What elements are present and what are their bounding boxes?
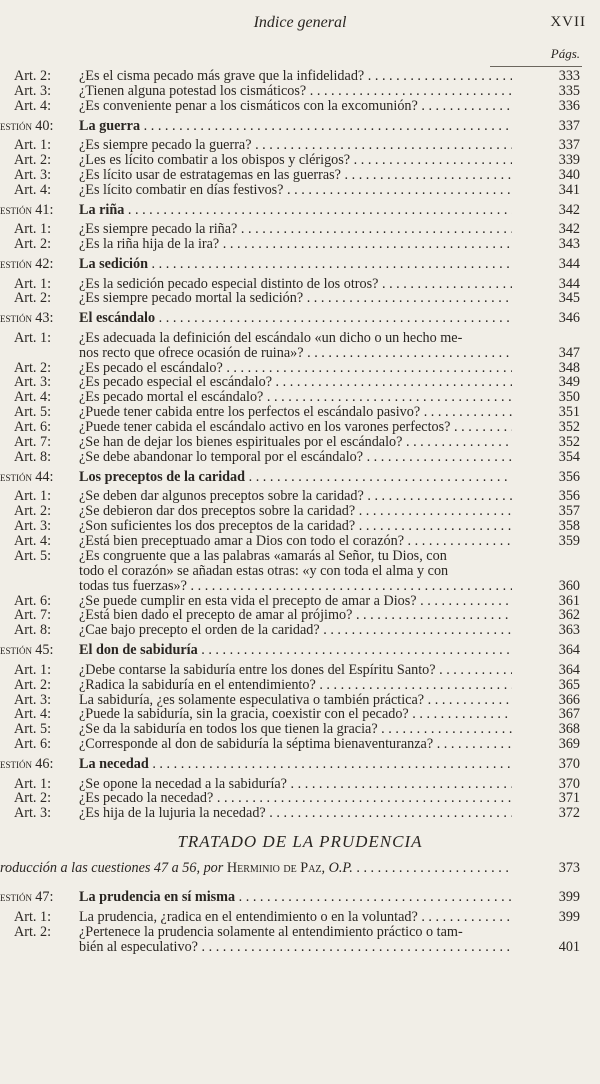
article-label: Art. 3:: [14, 518, 52, 535]
article-row: [0, 83, 600, 98]
article-label: Art. 5:: [14, 547, 52, 564]
article-label: Art. 2:: [14, 503, 52, 520]
article-text: ¿Es siempre pecado mortal la sedición? . . .: [79, 290, 512, 307]
page-ref: 356: [558, 488, 580, 505]
question-title: La necedad . . .: [79, 756, 512, 773]
article-row: [0, 593, 600, 608]
article-row: [0, 736, 600, 751]
article-row: [0, 518, 600, 533]
article-text: todo el corazón» se añadan estas otras: «y con toda el alma y con: [79, 562, 449, 579]
article-label: Art. 4:: [14, 706, 52, 723]
article-label: Art. 6:: [14, 592, 52, 609]
article-text: ¿Debe contarse la sabiduría entre los dones del Espíritu Santo? . . .: [79, 662, 512, 679]
article-text: bién al especulativo? . . .: [79, 939, 512, 956]
article-label: Art. 3:: [14, 374, 52, 391]
article-row: [0, 68, 600, 83]
article-text: ¿Se deben dar algunos preceptos sobre la caridad? . . .: [79, 488, 512, 505]
article-label: Art. 2:: [14, 923, 52, 940]
question-row: [0, 305, 600, 330]
article-row: [0, 374, 600, 389]
question-number: 41:: [35, 201, 54, 218]
running-title: Indice general: [253, 14, 347, 31]
article-row: [0, 360, 600, 375]
article-label: Art. 6:: [14, 736, 52, 753]
article-row: [0, 236, 600, 251]
article-text: ¿Puede tener cabida entre los perfectos el escándalo pasivo? . . .: [79, 404, 512, 421]
page-ref: 354: [558, 448, 580, 465]
article-label: Art. 4:: [14, 97, 52, 114]
article-text: ¿Les es lícito combatir a los obispos y clérigos? . . .: [79, 152, 512, 169]
page-ref: 352: [558, 419, 580, 436]
question-title: La guerra . . .: [79, 118, 512, 135]
page-ref: 357: [558, 503, 580, 520]
article-text: ¿Es congruente que a las palabras «amarás al Señor, tu Dios, con: [79, 547, 447, 564]
question-title: La prudencia en sí misma . . .: [79, 889, 512, 906]
page-ref: 335: [558, 82, 580, 99]
page-ref: 350: [558, 389, 580, 406]
article-label: Art. 1:: [14, 329, 52, 346]
question-number: 47:: [35, 889, 54, 906]
question-label: estión 40:: [0, 117, 54, 134]
article-text: ¿Es conveniente penar a los cismáticos con la excomunión? . . .: [79, 98, 512, 115]
article-text: ¿Se opone la necedad a la sabiduría? . . .: [79, 776, 512, 793]
article-row: [0, 790, 600, 805]
article-row: [0, 152, 600, 167]
treatise-title: TRATADO DE LA PRUDENCIA: [177, 832, 423, 852]
article-row: [0, 706, 600, 721]
page-ref: 360: [558, 577, 580, 594]
article-row: [0, 805, 600, 820]
question-title: El escándalo . . .: [79, 310, 512, 327]
page-ref: 373: [558, 860, 580, 877]
article-text: ¿Es el cisma pecado más grave que la infidelidad? . . .: [79, 68, 512, 85]
page-ref: 370: [558, 775, 580, 792]
article-row: [0, 419, 600, 434]
article-label: Art. 2:: [14, 676, 52, 693]
article-text: nos recto que ofrece ocasión de ruina»? . . .: [79, 345, 512, 362]
page-ref: 365: [558, 676, 580, 693]
page-ref: 362: [558, 607, 580, 624]
article-text: ¿Puede la sabiduría, sin la gracia, coexistir con el pecado? . . .: [79, 706, 512, 723]
article-label: Art. 2:: [14, 68, 52, 84]
article-text: ¿Radica la sabiduría en el entendimiento? . . .: [79, 677, 512, 694]
page-ref: 339: [558, 152, 580, 169]
article-text: ¿Es pecado mortal el escándalo? . . .: [79, 389, 512, 406]
article-text: ¿Es siempre pecado la riña? . . .: [79, 221, 512, 238]
article-row: [0, 449, 600, 464]
article-label: Art. 1:: [14, 661, 52, 678]
page-ref: 358: [558, 518, 580, 535]
question-row: [0, 464, 600, 489]
question-title: Los preceptos de la caridad . . .: [79, 469, 512, 486]
article-text: ¿Se da la sabiduría en todos los que tienen la gracia? . . .: [79, 721, 512, 738]
article-label: Art. 1:: [14, 137, 52, 154]
article-row: [0, 137, 600, 152]
page-ref: 363: [558, 622, 580, 639]
article-label: Art. 5:: [14, 404, 52, 421]
article-label: Art. 2:: [14, 236, 52, 253]
article-text: ¿Es lícito usar de estratagemas en las guerras? . . .: [79, 167, 512, 184]
page-ref: 349: [558, 374, 580, 391]
article-text: ¿Se han de dejar los bienes espirituales por el escándalo? . . .: [79, 434, 512, 451]
page-ref: 344: [558, 256, 580, 273]
article-label: Art. 7:: [14, 607, 52, 624]
article-text: ¿Está bien dado el precepto de amar al prójimo? . . .: [79, 607, 512, 624]
article-label: Art. 6:: [14, 419, 52, 436]
page-ref: 371: [558, 790, 580, 807]
article-text: ¿Es pecado el escándalo? . . .: [79, 360, 512, 377]
question-number: 43:: [35, 310, 54, 327]
article-row: [0, 662, 600, 677]
page-ref: 372: [558, 805, 580, 822]
question-number: 44:: [35, 468, 54, 485]
page-ref: 337: [558, 117, 580, 134]
article-label: Art. 1:: [14, 275, 52, 292]
page-ref: 399: [558, 889, 580, 906]
question-label: estión 44:: [0, 468, 54, 485]
article-label: Art. 2:: [14, 152, 52, 169]
page-ref: 337: [558, 137, 580, 154]
question-label: estión 45:: [0, 642, 54, 659]
question-row: [0, 113, 600, 138]
page-ref: 364: [558, 661, 580, 678]
introduction-text: roducción a las cuestiones 47 a 56, por Herminio de Paz, O.P. . . .: [0, 860, 512, 877]
article-text: ¿Es pecado la necedad? . . .: [79, 790, 512, 807]
article-text: ¿Es hija de la lujuria la necedad? . . .: [79, 805, 512, 822]
page-ref: 361: [558, 592, 580, 609]
article-row: [0, 434, 600, 449]
article-text: ¿Es adecuada la definición del escándalo «un dicho o un hecho me-: [79, 329, 463, 346]
article-text: ¿Se debe abandonar lo temporal por el escándalo? . . .: [79, 449, 512, 466]
page-ref: 359: [558, 533, 580, 549]
page-ref: 401: [558, 938, 580, 955]
question-number: 40:: [35, 117, 54, 134]
page-ref: 366: [558, 691, 580, 708]
article-label: Art. 8:: [14, 448, 52, 465]
page-ref: 364: [558, 642, 580, 659]
page-ref: 342: [558, 201, 580, 218]
article-row: [0, 503, 600, 518]
running-header: [0, 10, 600, 36]
article-text: ¿Es siempre pecado la guerra? . . .: [79, 137, 512, 154]
question-number: 42:: [35, 256, 54, 273]
page-ref: 345: [558, 290, 580, 307]
article-row: [0, 776, 600, 791]
article-text: ¿Es la riña hija de la ira? . . .: [79, 236, 512, 253]
article-row: [0, 404, 600, 419]
article-label: Art. 2:: [14, 790, 52, 807]
article-row: [0, 221, 600, 236]
table-of-contents: [0, 68, 600, 953]
article-text: ¿Cae bajo precepto el orden de la caridad? . . .: [79, 622, 512, 639]
article-text: ¿Se debieron dar dos preceptos sobre la caridad? . . .: [79, 503, 512, 520]
pages-column-label: Págs.: [550, 46, 580, 61]
page-ref: 351: [558, 404, 580, 421]
article-label: Art. 4:: [14, 389, 52, 406]
article-text: ¿Pertenece la prudencia solamente al entendimiento práctico o tam-: [79, 923, 463, 940]
article-label: Art. 5:: [14, 721, 52, 738]
article-label: Art. 8:: [14, 622, 52, 639]
pages-column-rule: [490, 66, 582, 67]
article-label: Art. 1:: [14, 775, 52, 792]
introduction-author: Herminio de Paz: [226, 860, 322, 877]
introduction-suffix: , O.P.: [321, 860, 353, 877]
article-row: [0, 488, 600, 503]
article-label: Art. 3:: [14, 82, 52, 99]
article-text: ¿Son suficientes los dos preceptos de la caridad? . . .: [79, 518, 512, 535]
article-text: La prudencia, ¿radica en el entendimiento o en la voluntad? . . .: [79, 909, 512, 926]
article-row: [0, 692, 600, 707]
question-label: estión 41:: [0, 201, 54, 218]
page-ref: 333: [558, 68, 580, 84]
article-text: ¿Está bien preceptuado amar a Dios con todo el corazón? . . .: [79, 533, 512, 550]
page-ref: 336: [558, 97, 580, 114]
article-text: ¿Puede tener cabida el escándalo activo en los varones perfectos? . . .: [79, 419, 512, 436]
question-number: 45:: [35, 642, 54, 659]
article-label: Art. 1:: [14, 908, 52, 925]
question-row: [0, 751, 600, 776]
page-ref: 341: [558, 181, 580, 198]
article-row: [0, 98, 600, 113]
page-number: XVII: [550, 14, 586, 30]
page-ref: 367: [558, 706, 580, 723]
article-text: ¿Es la sedición pecado especial distinto de los otros? . . .: [79, 276, 512, 293]
page-ref: 356: [558, 468, 580, 485]
article-label: Art. 3:: [14, 166, 52, 183]
article-label: Art. 7:: [14, 434, 52, 451]
article-text: La sabiduría, ¿es solamente especulativa o también práctica? . . .: [79, 692, 512, 709]
page-ref: 342: [558, 221, 580, 238]
article-row: [0, 167, 600, 182]
page-ref: 348: [558, 359, 580, 376]
article-row: [0, 389, 600, 404]
question-row: [0, 884, 600, 909]
article-row: [0, 677, 600, 692]
article-label: Art. 3:: [14, 805, 52, 822]
article-label: Art. 4:: [14, 533, 52, 549]
article-row: [0, 182, 600, 197]
page-ref: 343: [558, 236, 580, 253]
page-ref: 352: [558, 434, 580, 451]
question-row: [0, 251, 600, 276]
page-ref: 347: [558, 344, 580, 361]
page-ref: 399: [558, 908, 580, 925]
page-ref: 346: [558, 310, 580, 327]
article-row: [0, 290, 600, 305]
article-label: Art. 1:: [14, 221, 52, 238]
article-text: ¿Es lícito combatir en días festivos? . . .: [79, 182, 512, 199]
introduction-row: [0, 856, 600, 884]
question-row: [0, 637, 600, 662]
page-ref: 369: [558, 736, 580, 753]
question-label: estión 42:: [0, 256, 54, 273]
question-label: estión 47:: [0, 889, 54, 906]
question-row: [0, 197, 600, 222]
page-ref: 344: [558, 275, 580, 292]
question-label: estión 43:: [0, 310, 54, 327]
article-row: [0, 533, 600, 548]
question-number: 46:: [35, 756, 54, 773]
article-text: ¿Corresponde al don de sabiduría la séptima bienaventuranza? . . .: [79, 736, 512, 753]
page-ref: 340: [558, 166, 580, 183]
article-text: ¿Tienen alguna potestad los cismáticos? . . .: [79, 83, 512, 100]
article-text: ¿Se puede cumplir en esta vida el precepto de amar a Dios? . . .: [79, 593, 512, 610]
article-text: ¿Es pecado especial el escándalo? . . .: [79, 374, 512, 391]
article-row: [0, 330, 600, 360]
article-row: [0, 548, 600, 593]
question-label: estión 46:: [0, 756, 54, 773]
article-label: Art. 4:: [14, 181, 52, 198]
article-label: Art. 2:: [14, 359, 52, 376]
article-text: todas tus fuerzas»? . . .: [79, 578, 512, 595]
article-row: [0, 622, 600, 637]
question-title: La sedición . . .: [79, 256, 512, 273]
question-title: El don de sabiduría . . .: [79, 642, 512, 659]
article-row: [0, 924, 600, 954]
page-ref: 368: [558, 721, 580, 738]
article-row: [0, 607, 600, 622]
article-label: Art. 2:: [14, 290, 52, 307]
article-row: [0, 721, 600, 736]
page-ref: 370: [558, 756, 580, 773]
question-title: La riña . . .: [79, 202, 512, 219]
article-row: [0, 909, 600, 924]
article-label: Art. 3:: [14, 691, 52, 708]
article-row: [0, 276, 600, 291]
treatise-heading: [0, 820, 600, 856]
article-label: Art. 1:: [14, 488, 52, 505]
